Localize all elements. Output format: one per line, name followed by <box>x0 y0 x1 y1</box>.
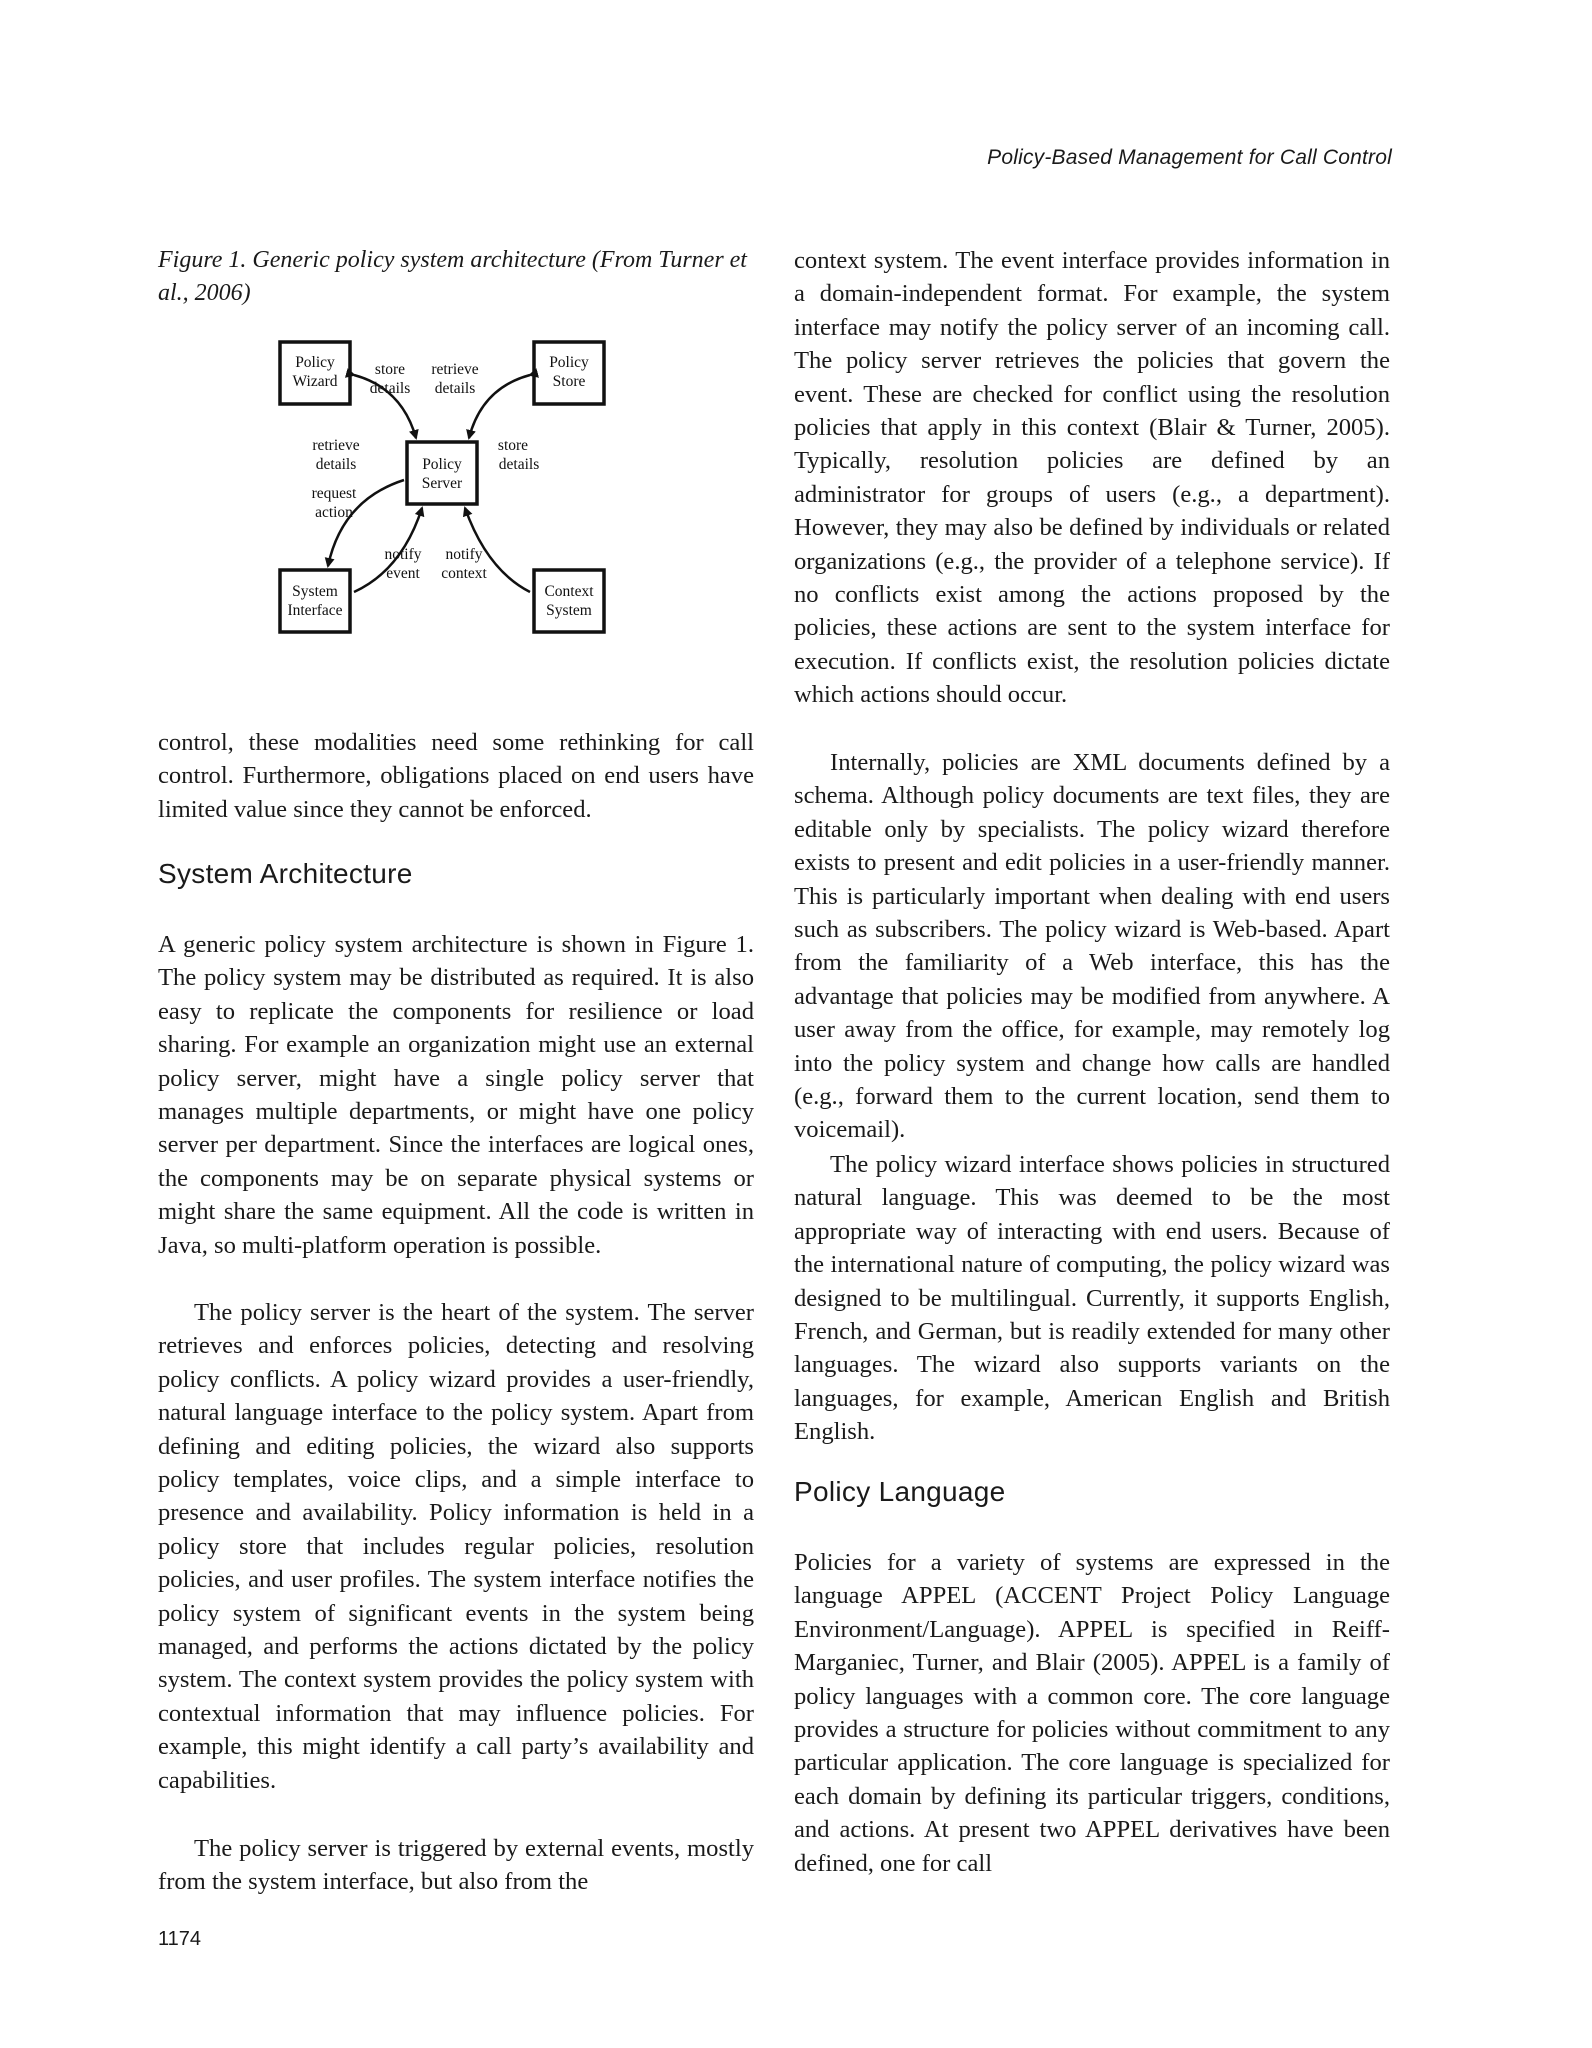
arrow-store-server <box>469 375 530 438</box>
system-label-2: Interface <box>287 602 343 619</box>
label-notify-event-1: notify <box>384 546 422 563</box>
label-notify-context-2: context <box>441 565 487 582</box>
policy-language-paragraph: Policies for a variety of systems are expressed in the language APPEL (ACCENT Project Policy Language Environment/Language). APPEL is specified in Reiff-Marganiec, Turner, and Blair (2005). APPEL is a family of policy languages with a common core. The core language provides a structure for policies without commitment to any particular application. The core language is specialized for each domain by defining its particular triggers, conditions, and actions. At present two APPEL derivatives have been defined, one for call <box>794 1549 1390 1877</box>
label-retrieve-details-2: details <box>434 380 476 397</box>
left-continuation-paragraph: control, these modalities need some rethinking for call control. Furthermore, obligations placed on end users have limited value since they cannot be enforced. <box>158 729 754 823</box>
label-retrieve-details-1: retrieve <box>431 361 479 378</box>
wizard-label-2: Wizard <box>292 373 338 390</box>
label-retrieve-details-w-2: details <box>315 456 357 473</box>
heading-policy-language: Policy Language <box>794 1476 1006 1507</box>
architecture-paragraph-3: The policy server is triggered by external events, mostly from the system interface, but also from the <box>158 1835 754 1896</box>
architecture-figure <box>272 330 642 660</box>
context-label-1: Context <box>544 583 594 600</box>
label-store-details-s-2: details <box>498 456 540 473</box>
policy-server-box <box>407 442 477 504</box>
label-retrieve-details-w-1: retrieve <box>312 437 360 454</box>
architecture-paragraph-1: A generic policy system architecture is shown in Figure 1. The policy system may be distributed as required. It is also easy to replicate the components for resilience or load sharing. For example an organization might use an external policy server, might have a single policy server that manages multiple departments, or might have one policy server per department. Since the interfaces are logical ones, the components may be on separate physical systems or might share the same equipment. All the code is written in Java, so multi-platform operation is possible. <box>158 931 754 1259</box>
label-notify-event-2: event <box>386 565 420 582</box>
figure-caption: Figure 1. Generic policy system architecture (From Turner et al., 2006) <box>158 247 747 306</box>
label-request-action-1: request <box>311 485 357 502</box>
architecture-paragraph-2: The policy server is the heart of the system. The server retrieves and enforces policies, detecting and resolving policy conflicts. A policy wizard provides a user-friendly, natural language interface to the policy system. Apart from defining and editing policies, the wizard also supports policy templates, voice clips, and a simple interface to presence and availability. Policy information is held in a policy store that includes regular policies, resolution policies, and user profiles. The system interface notifies the policy system of significant events in the system being managed, and performs the actions dictated by the policy system. The context system provides the policy system with contextual information that may influence policies. For example, this might identify a call party’s availability and capabilities. <box>158 1299 754 1794</box>
heading-system-architecture: System Architecture <box>158 858 413 889</box>
wizard-label-1: Policy <box>295 354 335 371</box>
context-label-2: System <box>546 602 592 619</box>
context-system-box <box>534 570 604 632</box>
store-label-1: Policy <box>549 354 589 371</box>
running-header: Policy-Based Management for Call Control <box>987 146 1392 169</box>
store-label-2: Store <box>552 373 586 390</box>
server-label-1: Policy <box>422 456 462 473</box>
label-store-details-s-1: store <box>497 437 529 454</box>
wizard-multilingual-paragraph: The policy wizard interface shows policies in structured natural language. This was deemed to be the most appropriate way of interacting with end users. Because of the international nature of computing, the policy wizard was designed to be multilingual. Currently, it supports English, French, and German, but is readily extended for many other languages. The wizard also supports variants on the languages, for example, American English and British English. <box>794 1151 1390 1446</box>
page-number: 1174 <box>158 1928 202 1950</box>
system-label-1: System <box>292 583 338 600</box>
server-label-2: Server <box>421 475 463 492</box>
system-interface-box <box>280 570 350 632</box>
label-store-details-1: store <box>374 361 406 378</box>
label-notify-context-1: notify <box>445 546 483 563</box>
context-paragraph: context system. The event interface provides information in a domain-independent format. For example, the system interface may notify the policy server of an incoming call. The policy server retrieves the policies that govern the event. These are checked for conflict using the resolution policies that apply in this context (Blair & Turner, 2005). Typically, resolution policies are defined by an administrator for groups of users (e.g., a department). However, they may also be defined by individuals or related organizations (e.g., the provider of a telephone service). If no conflicts exist among the actions proposed by the policies, these actions are sent to the system interface for execution. If conflicts exist, the resolution policies dictate which actions should occur. <box>794 247 1390 709</box>
internal-xml-paragraph: Internally, policies are XML documents defined by a schema. Although policy documents are text files, they are editable only by specialists. The policy wizard therefore exists to present and edit policies in a user-friendly manner. This is particularly important when dealing with end users such as subscribers. The policy wizard is Web-based. Apart from the familiarity of a Web interface, this has the advantage that policies may be modified from anywhere. A user away from the office, for example, may remotely log into the policy system and change how calls are handled (e.g., forward them to the current location, send them to voicemail). <box>794 749 1390 1144</box>
architecture-diagram <box>272 330 642 660</box>
label-store-details-2: details <box>369 380 411 397</box>
label-request-action-2: action <box>315 504 353 521</box>
